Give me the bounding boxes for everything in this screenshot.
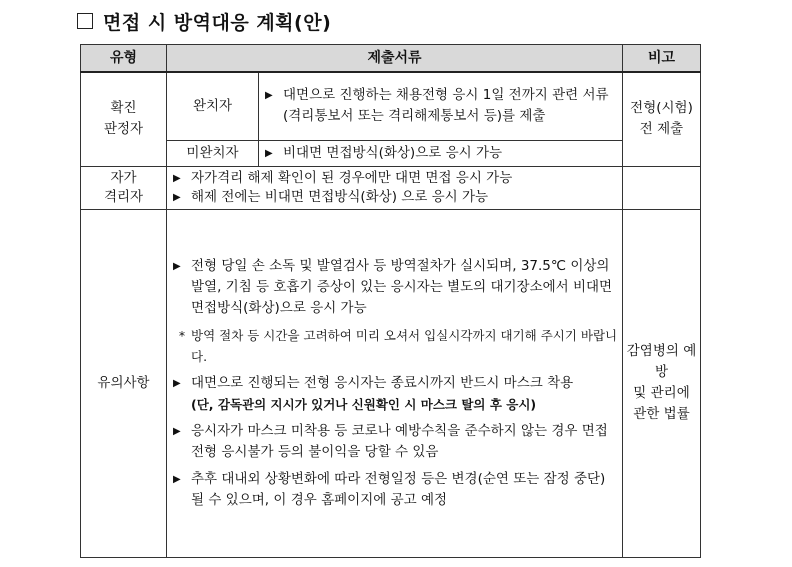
header-remarks: 비고 [623, 45, 701, 73]
list-item: ▶ 대면으로 진행되는 전형 응시자는 종료시까지 반드시 마스크 착용 (단, 감독관의 지시가 있거나 신원확인 시 마스크 탈의 후 응시) [173, 373, 618, 415]
header-type: 유형 [81, 45, 167, 73]
remark-self-quarantine [623, 166, 701, 209]
header-documents: 제출서류 [167, 45, 623, 73]
bullet-triangle-icon: ▶ [173, 377, 181, 389]
precautions-list [167, 209, 623, 557]
self-quarantine-requirements: ▶ 자가격리 해제 확인이 된 경우에만 대면 면접 응시 가능 ▶ 해제 전에는 비대면 면접방식(화상) 으로 응시 가능 [167, 166, 623, 209]
remark-confirmed: 전형(시험) 전 제출 [623, 72, 701, 166]
bullet-triangle-icon: ▶ [173, 191, 181, 203]
list-item: ▶ 전형 당일 손 소독 및 발열검사 등 방역절차가 실시되며, 37.5℃ 이상의 발열, 기침 등 호흡기 증상이 있는 응시자는 별도의 대기장소에서 비대면 면접방식(화상)으로 응시 가능 [173, 257, 613, 316]
bullet-triangle-icon: ▶ [173, 172, 181, 184]
list-item: ▶ 응시자가 마스크 미착용 등 코로나 예방수칙을 준수하지 않는 경우 면접전형 응시불가 등의 불이익을 당할 수 있음 [173, 422, 608, 460]
list-item: ▶ 추후 대내외 상황변화에 따라 전형일정 등은 변경(순연 또는 잠정 중단)될 수 있으며, 이 경우 홈페이지에 공고 예정 [173, 470, 606, 508]
type-precautions: 유의사항 [81, 209, 167, 557]
list-item-star-note: * 방역 절차 등 시간을 고려하여 미리 오셔서 입실시각까지 대기해 주시기 바랍니다. [173, 325, 618, 367]
bullet-triangle-icon: ▶ [265, 90, 273, 102]
bullet-triangle-icon: ▶ [173, 473, 181, 485]
mask-exception-note: (단, 감독관의 지시가 있거나 신원확인 시 마스크 탈의 후 응시) [191, 396, 537, 412]
subtype-recovered: 완치자 [167, 72, 259, 140]
quarantine-plan-table [80, 44, 701, 558]
table-row-recovered [81, 72, 701, 140]
type-self-quarantine: 자가 격리자 [81, 166, 167, 209]
table-row-self-quarantine [81, 166, 701, 209]
page-title [77, 6, 331, 36]
bullet-triangle-icon: ▶ [265, 147, 273, 159]
remark-precautions: 감염병의 예방 및 관리에 관한 법률 [623, 209, 701, 557]
table-row-precautions [81, 209, 701, 557]
table-header-row [81, 45, 701, 73]
recovered-requirement: ▶ 대면으로 진행하는 채용전형 응시 1일 전까지 관련 서류(격리통보서 또는 격리해제통보서 등)를 제출 [259, 72, 623, 140]
subtype-unrecovered: 미완치자 [167, 140, 259, 166]
unrecovered-requirement: ▶ 비대면 면접방식(화상)으로 응시 가능 [259, 140, 623, 166]
table-row-unrecovered [81, 140, 701, 166]
type-confirmed: 확진 판정자 [81, 72, 167, 166]
page-title-text: 면접 시 방역대응 계획(안) [103, 11, 332, 34]
bullet-triangle-icon: ▶ [173, 260, 181, 272]
bullet-triangle-icon: ▶ [173, 425, 181, 437]
asterisk-icon: * [178, 327, 186, 343]
checkbox-square-icon [77, 13, 93, 29]
